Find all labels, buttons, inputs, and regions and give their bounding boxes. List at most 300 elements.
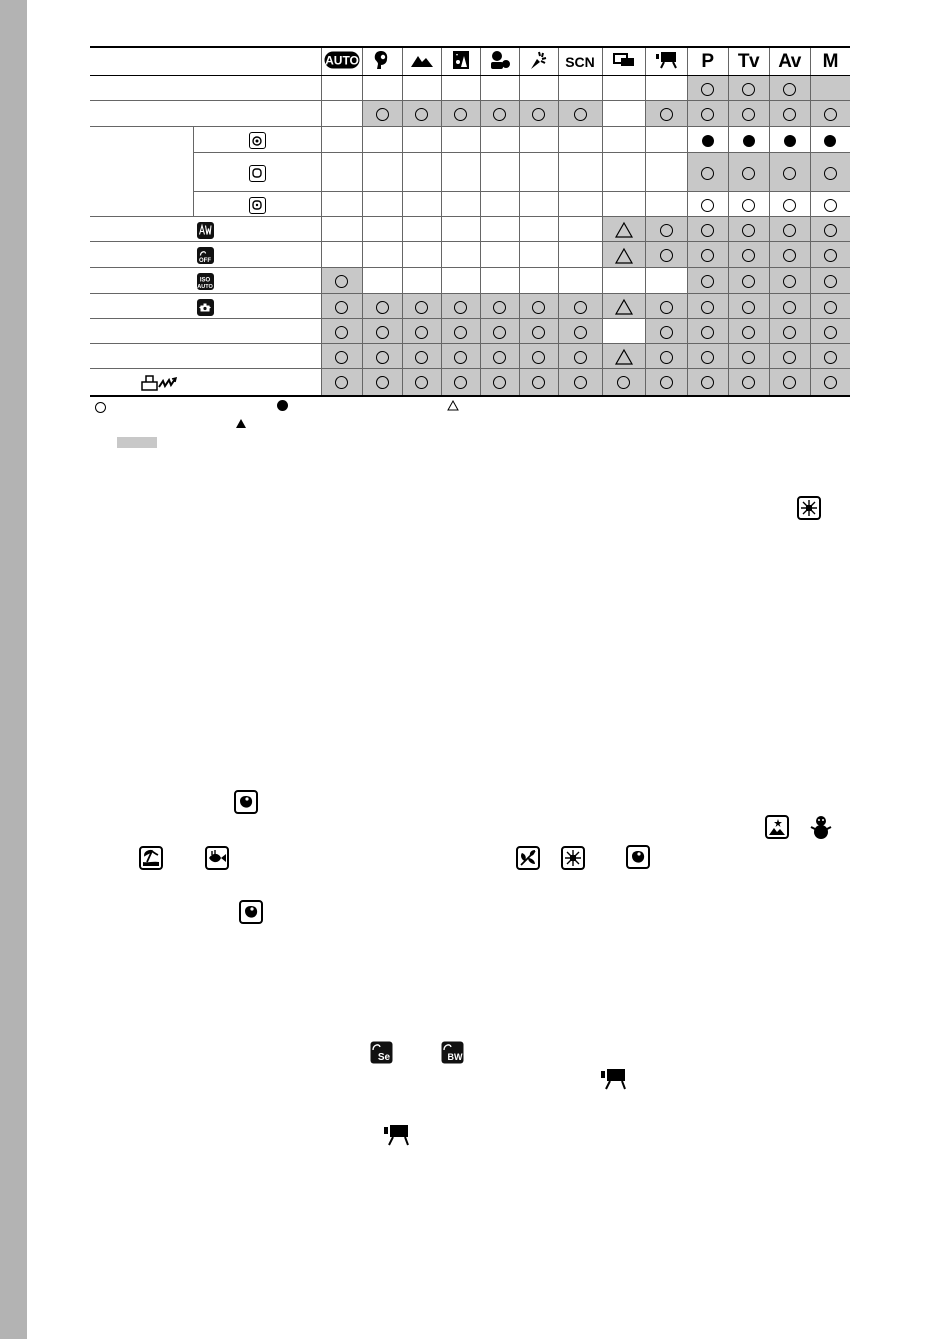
m-label: M <box>822 50 838 72</box>
available-mark <box>824 108 837 121</box>
available-mark <box>824 249 837 262</box>
cell-auto-mode <box>321 369 362 396</box>
cell-stitch-assist-mode <box>602 344 645 369</box>
cell-stitch-assist-mode <box>602 192 645 217</box>
available-mark <box>376 351 389 364</box>
cell-stitch-assist-mode <box>602 153 645 192</box>
cell-aperture-priority-mode <box>769 294 810 319</box>
available-mark <box>335 326 348 339</box>
available-mark <box>660 351 673 364</box>
cell-shutter-priority-mode <box>728 344 769 369</box>
row-label <box>193 153 321 192</box>
cell-shutter-priority-mode <box>728 192 769 217</box>
cell-movie-mode <box>645 369 687 396</box>
cell-night-snapshot-mode <box>441 242 480 268</box>
cell-stitch-assist-mode <box>602 319 645 344</box>
cell-program-mode <box>687 268 728 294</box>
available-mark <box>742 351 755 364</box>
spot-metering-icon <box>249 197 266 214</box>
available-mark <box>742 326 755 339</box>
cell-movie-mode <box>645 294 687 319</box>
cell-night-snapshot-mode <box>441 217 480 242</box>
available-mark <box>532 376 545 389</box>
cell-aperture-priority-mode <box>769 192 810 217</box>
cell-night-snapshot-mode <box>441 268 480 294</box>
cell-landscape-mode <box>402 192 441 217</box>
available-mark <box>574 301 587 314</box>
cell-scn-mode <box>558 319 602 344</box>
cell-portrait-mode <box>362 192 402 217</box>
cell-auto-mode <box>321 242 362 268</box>
cell-program-mode <box>687 127 728 153</box>
available-mark <box>742 301 755 314</box>
cell-program-mode <box>687 101 728 127</box>
cell-scn-mode <box>558 242 602 268</box>
row-label <box>90 101 321 127</box>
cell-kids-pets-mode <box>480 369 519 396</box>
available-mark <box>454 376 467 389</box>
available-mark <box>783 199 796 212</box>
cell-manual-mode <box>810 294 850 319</box>
cell-program-mode <box>687 294 728 319</box>
cell-manual-mode <box>810 217 850 242</box>
cell-night-snapshot-mode <box>441 369 480 396</box>
cell-night-snapshot-mode <box>441 192 480 217</box>
available-mark <box>454 301 467 314</box>
available-mark <box>574 108 587 121</box>
row-label <box>90 217 321 242</box>
available-mark <box>701 224 714 237</box>
cell-stitch-assist-mode <box>602 76 645 101</box>
available-mark <box>532 108 545 121</box>
cell-movie-mode <box>645 101 687 127</box>
cell-shutter-priority-mode <box>728 127 769 153</box>
row-1 <box>90 76 850 101</box>
cell-manual-mode <box>810 344 850 369</box>
cell-scn-mode <box>558 217 602 242</box>
cell-auto-mode <box>321 344 362 369</box>
cell-auto-mode <box>321 192 362 217</box>
available-mark <box>783 83 796 96</box>
legend <box>95 398 495 432</box>
auto-label: AUTO <box>324 53 359 67</box>
fireworks-icon-2 <box>561 846 585 870</box>
cell-scn-mode <box>558 268 602 294</box>
cell-program-mode <box>687 217 728 242</box>
cell-auto-mode <box>321 268 362 294</box>
cell-indoor-mode <box>519 294 558 319</box>
cell-movie-mode <box>645 192 687 217</box>
cell-program-mode <box>687 242 728 268</box>
cell-aperture-priority-mode <box>769 217 810 242</box>
cell-aperture-priority-mode <box>769 127 810 153</box>
row-label <box>193 192 321 217</box>
cell-auto-mode <box>321 101 362 127</box>
cell-shutter-priority-mode <box>728 153 769 192</box>
cell-auto-mode <box>321 76 362 101</box>
available-mark <box>701 326 714 339</box>
available-mark <box>454 108 467 121</box>
cell-landscape-mode <box>402 76 441 101</box>
cell-landscape-mode <box>402 369 441 396</box>
available-mark <box>376 376 389 389</box>
cell-indoor-mode <box>519 153 558 192</box>
cell-indoor-mode <box>519 344 558 369</box>
cell-stitch-assist-mode <box>602 242 645 268</box>
cell-night-snapshot-mode <box>441 319 480 344</box>
cell-portrait-mode <box>362 217 402 242</box>
cell-landscape-mode <box>402 217 441 242</box>
cell-stitch-assist-mode <box>602 127 645 153</box>
auto-mode-icon <box>321 47 362 76</box>
cell-aperture-priority-mode <box>769 101 810 127</box>
cell-night-snapshot-mode <box>441 101 480 127</box>
legend-filled-triangle <box>235 418 247 429</box>
svg-text:AUTO: AUTO <box>197 283 213 290</box>
available-mark <box>783 167 796 180</box>
cell-scn-mode <box>558 76 602 101</box>
cell-scn-mode <box>558 294 602 319</box>
row-10 <box>90 319 850 344</box>
available-mark <box>783 275 796 288</box>
svg-text:Se: Se <box>377 1052 391 1063</box>
available-mark <box>493 376 506 389</box>
cell-manual-mode <box>810 242 850 268</box>
cell-scn-mode <box>558 127 602 153</box>
cell-portrait-mode <box>362 242 402 268</box>
row-spot-metering <box>90 192 850 217</box>
available-mark <box>660 224 673 237</box>
cell-movie-mode <box>645 268 687 294</box>
program-mode-icon <box>687 47 728 76</box>
available-mark <box>742 108 755 121</box>
portrait-mode-icon <box>362 47 402 76</box>
row-label <box>90 242 321 268</box>
cell-aperture-priority-mode <box>769 319 810 344</box>
available-mark <box>701 249 714 262</box>
available-mark <box>660 376 673 389</box>
row-label <box>90 294 321 319</box>
aquarium-icon <box>234 790 258 814</box>
cell-landscape-mode <box>402 101 441 127</box>
legend-gray-swatch <box>117 437 157 448</box>
row-label <box>90 344 321 369</box>
available-mark <box>493 326 506 339</box>
cell-indoor-mode <box>519 192 558 217</box>
available-mark <box>701 83 714 96</box>
cell-aperture-priority-mode <box>769 369 810 396</box>
cell-auto-mode <box>321 294 362 319</box>
row-2 <box>90 101 850 127</box>
kids-pets-mode-icon <box>480 47 519 76</box>
cell-shutter-priority-mode <box>728 294 769 319</box>
available-mark <box>415 108 428 121</box>
cell-program-mode <box>687 369 728 396</box>
cell-kids-pets-mode <box>480 319 519 344</box>
cell-movie-mode <box>645 242 687 268</box>
available-mark <box>783 351 796 364</box>
available-mark <box>742 376 755 389</box>
row-label <box>90 268 321 294</box>
cell-aperture-priority-mode <box>769 344 810 369</box>
available-mark <box>783 301 796 314</box>
svg-text:ISO: ISO <box>200 277 211 283</box>
cell-shutter-priority-mode <box>728 217 769 242</box>
cell-manual-mode <box>810 153 850 192</box>
available-mark <box>454 326 467 339</box>
available-mark <box>415 376 428 389</box>
row-label <box>90 369 321 396</box>
manual-mode-icon <box>810 47 850 76</box>
legend-open-circle <box>95 402 106 413</box>
cell-indoor-mode <box>519 217 558 242</box>
cell-portrait-mode <box>362 127 402 153</box>
cell-movie-mode <box>645 319 687 344</box>
cell-indoor-mode <box>519 127 558 153</box>
available-mark <box>824 167 837 180</box>
available-mark <box>415 301 428 314</box>
aperture-priority-mode-icon <box>769 47 810 76</box>
available-mark <box>335 351 348 364</box>
cell-landscape-mode <box>402 127 441 153</box>
cell-program-mode <box>687 319 728 344</box>
row-my-colors-off <box>90 242 850 268</box>
av-label: Av <box>778 50 801 72</box>
cell-indoor-mode <box>519 76 558 101</box>
cell-scn-mode <box>558 101 602 127</box>
available-mark <box>701 351 714 364</box>
available-mark <box>701 108 714 121</box>
cell-scn-mode <box>558 153 602 192</box>
available-mark <box>454 351 467 364</box>
available-mark <box>532 301 545 314</box>
available-mark <box>824 275 837 288</box>
available-mark <box>660 249 673 262</box>
cell-kids-pets-mode <box>480 268 519 294</box>
row-label <box>193 127 321 153</box>
available-mark <box>532 326 545 339</box>
available-mark <box>493 301 506 314</box>
cell-scn-mode <box>558 192 602 217</box>
available-mark <box>493 351 506 364</box>
row-center-weighted-metering <box>90 153 850 192</box>
stitch-assist-mode-icon <box>602 47 645 76</box>
cell-kids-pets-mode <box>480 344 519 369</box>
cell-shutter-priority-mode <box>728 101 769 127</box>
night-snapshot-mode-icon <box>441 47 480 76</box>
available-mark <box>415 326 428 339</box>
row-auto-white-balance <box>90 217 850 242</box>
available-mark <box>376 108 389 121</box>
cell-manual-mode <box>810 76 850 101</box>
available-mark <box>574 326 587 339</box>
cell-night-snapshot-mode <box>441 294 480 319</box>
cell-manual-mode <box>810 192 850 217</box>
cell-shutter-priority-mode <box>728 268 769 294</box>
cell-indoor-mode <box>519 242 558 268</box>
cell-landscape-mode <box>402 153 441 192</box>
side-tab <box>0 0 27 1339</box>
cell-portrait-mode <box>362 369 402 396</box>
limited-mark <box>615 299 633 315</box>
beach-icon <box>139 846 163 870</box>
cell-scn-mode <box>558 344 602 369</box>
cell-portrait-mode <box>362 101 402 127</box>
cell-stitch-assist-mode <box>602 268 645 294</box>
available-mark <box>824 224 837 237</box>
available-mark <box>824 199 837 212</box>
sepia-icon <box>370 1041 393 1064</box>
cell-indoor-mode <box>519 369 558 396</box>
cell-portrait-mode <box>362 268 402 294</box>
cell-shutter-priority-mode <box>728 76 769 101</box>
row-print-share <box>90 369 850 396</box>
available-mark <box>783 108 796 121</box>
cell-aperture-priority-mode <box>769 76 810 101</box>
cell-manual-mode <box>810 369 850 396</box>
image-stabilizer-icon <box>197 299 214 316</box>
row-label <box>90 76 321 101</box>
cell-aperture-priority-mode <box>769 242 810 268</box>
snow-icon <box>808 814 834 840</box>
cell-portrait-mode <box>362 76 402 101</box>
row-evaluative-metering <box>90 127 850 153</box>
available-mark <box>660 326 673 339</box>
default-mark <box>702 135 714 147</box>
available-mark <box>824 301 837 314</box>
evaluative-metering-icon <box>249 132 266 149</box>
cell-program-mode <box>687 192 728 217</box>
cell-auto-mode <box>321 127 362 153</box>
iso-auto-icon <box>197 273 214 290</box>
available-mark <box>376 301 389 314</box>
function-availability-table <box>90 46 850 397</box>
available-mark <box>660 108 673 121</box>
row-label <box>90 319 321 344</box>
p-label: P <box>701 50 714 72</box>
row-iso-auto <box>90 268 850 294</box>
available-mark <box>742 224 755 237</box>
available-mark <box>335 301 348 314</box>
legend-open-triangle <box>447 400 459 411</box>
my-colors-off-icon <box>197 247 214 264</box>
cell-kids-pets-mode <box>480 242 519 268</box>
cell-movie-mode <box>645 344 687 369</box>
cell-shutter-priority-mode <box>728 369 769 396</box>
legend-filled-circle <box>277 400 288 411</box>
fireworks-icon <box>797 496 821 520</box>
available-mark <box>701 275 714 288</box>
default-mark <box>784 135 796 147</box>
cell-movie-mode <box>645 153 687 192</box>
cell-manual-mode <box>810 101 850 127</box>
cell-stitch-assist-mode <box>602 294 645 319</box>
underwater-icon <box>205 846 229 870</box>
limited-mark <box>615 349 633 365</box>
shutter-priority-mode-icon <box>728 47 769 76</box>
available-mark <box>742 199 755 212</box>
cell-shutter-priority-mode <box>728 319 769 344</box>
cell-landscape-mode <box>402 268 441 294</box>
limited-mark <box>615 248 633 264</box>
aquarium-icon-2 <box>626 845 650 869</box>
available-mark <box>824 326 837 339</box>
cell-kids-pets-mode <box>480 127 519 153</box>
limited-mark <box>615 222 633 238</box>
cell-aperture-priority-mode <box>769 268 810 294</box>
cell-aperture-priority-mode <box>769 153 810 192</box>
cell-night-snapshot-mode <box>441 153 480 192</box>
cell-night-snapshot-mode <box>441 344 480 369</box>
available-mark <box>783 376 796 389</box>
indoor-mode-icon <box>519 47 558 76</box>
cell-stitch-assist-mode <box>602 369 645 396</box>
auto-white-balance-icon <box>197 222 214 239</box>
available-mark <box>701 199 714 212</box>
cell-auto-mode <box>321 153 362 192</box>
cell-portrait-mode <box>362 319 402 344</box>
night-scene-icon <box>765 815 789 839</box>
available-mark <box>335 376 348 389</box>
metering-group-label <box>90 127 193 217</box>
cell-kids-pets-mode <box>480 294 519 319</box>
cell-scn-mode <box>558 369 602 396</box>
cell-kids-pets-mode <box>480 153 519 192</box>
cell-night-snapshot-mode <box>441 127 480 153</box>
available-mark <box>742 249 755 262</box>
available-mark <box>783 224 796 237</box>
tv-label: Tv <box>737 50 760 72</box>
cell-kids-pets-mode <box>480 217 519 242</box>
cell-auto-mode <box>321 217 362 242</box>
cell-shutter-priority-mode <box>728 242 769 268</box>
cell-movie-mode <box>645 217 687 242</box>
cell-movie-mode <box>645 76 687 101</box>
available-mark <box>574 376 587 389</box>
header-blank <box>90 47 321 76</box>
cell-stitch-assist-mode <box>602 217 645 242</box>
cell-program-mode <box>687 344 728 369</box>
print-share-icon <box>139 374 179 392</box>
cell-indoor-mode <box>519 268 558 294</box>
available-mark <box>783 249 796 262</box>
available-mark <box>493 108 506 121</box>
available-mark <box>376 326 389 339</box>
cell-landscape-mode <box>402 344 441 369</box>
available-mark <box>824 376 837 389</box>
movie-mode-icon <box>645 47 687 76</box>
foliage-icon <box>516 846 540 870</box>
cell-portrait-mode <box>362 153 402 192</box>
header-row <box>90 47 850 76</box>
cell-program-mode <box>687 153 728 192</box>
available-mark <box>660 301 673 314</box>
svg-text:OFF: OFF <box>199 257 212 264</box>
movie-icon <box>600 1068 626 1090</box>
row-11 <box>90 344 850 369</box>
scn-mode-icon <box>558 47 602 76</box>
cell-night-snapshot-mode <box>441 76 480 101</box>
cell-manual-mode <box>810 319 850 344</box>
available-mark <box>742 83 755 96</box>
cell-landscape-mode <box>402 294 441 319</box>
default-mark <box>824 135 836 147</box>
cell-program-mode <box>687 76 728 101</box>
cell-landscape-mode <box>402 242 441 268</box>
available-mark <box>617 376 630 389</box>
movie-icon-2 <box>383 1124 409 1146</box>
row-image-stabilizer <box>90 294 850 319</box>
